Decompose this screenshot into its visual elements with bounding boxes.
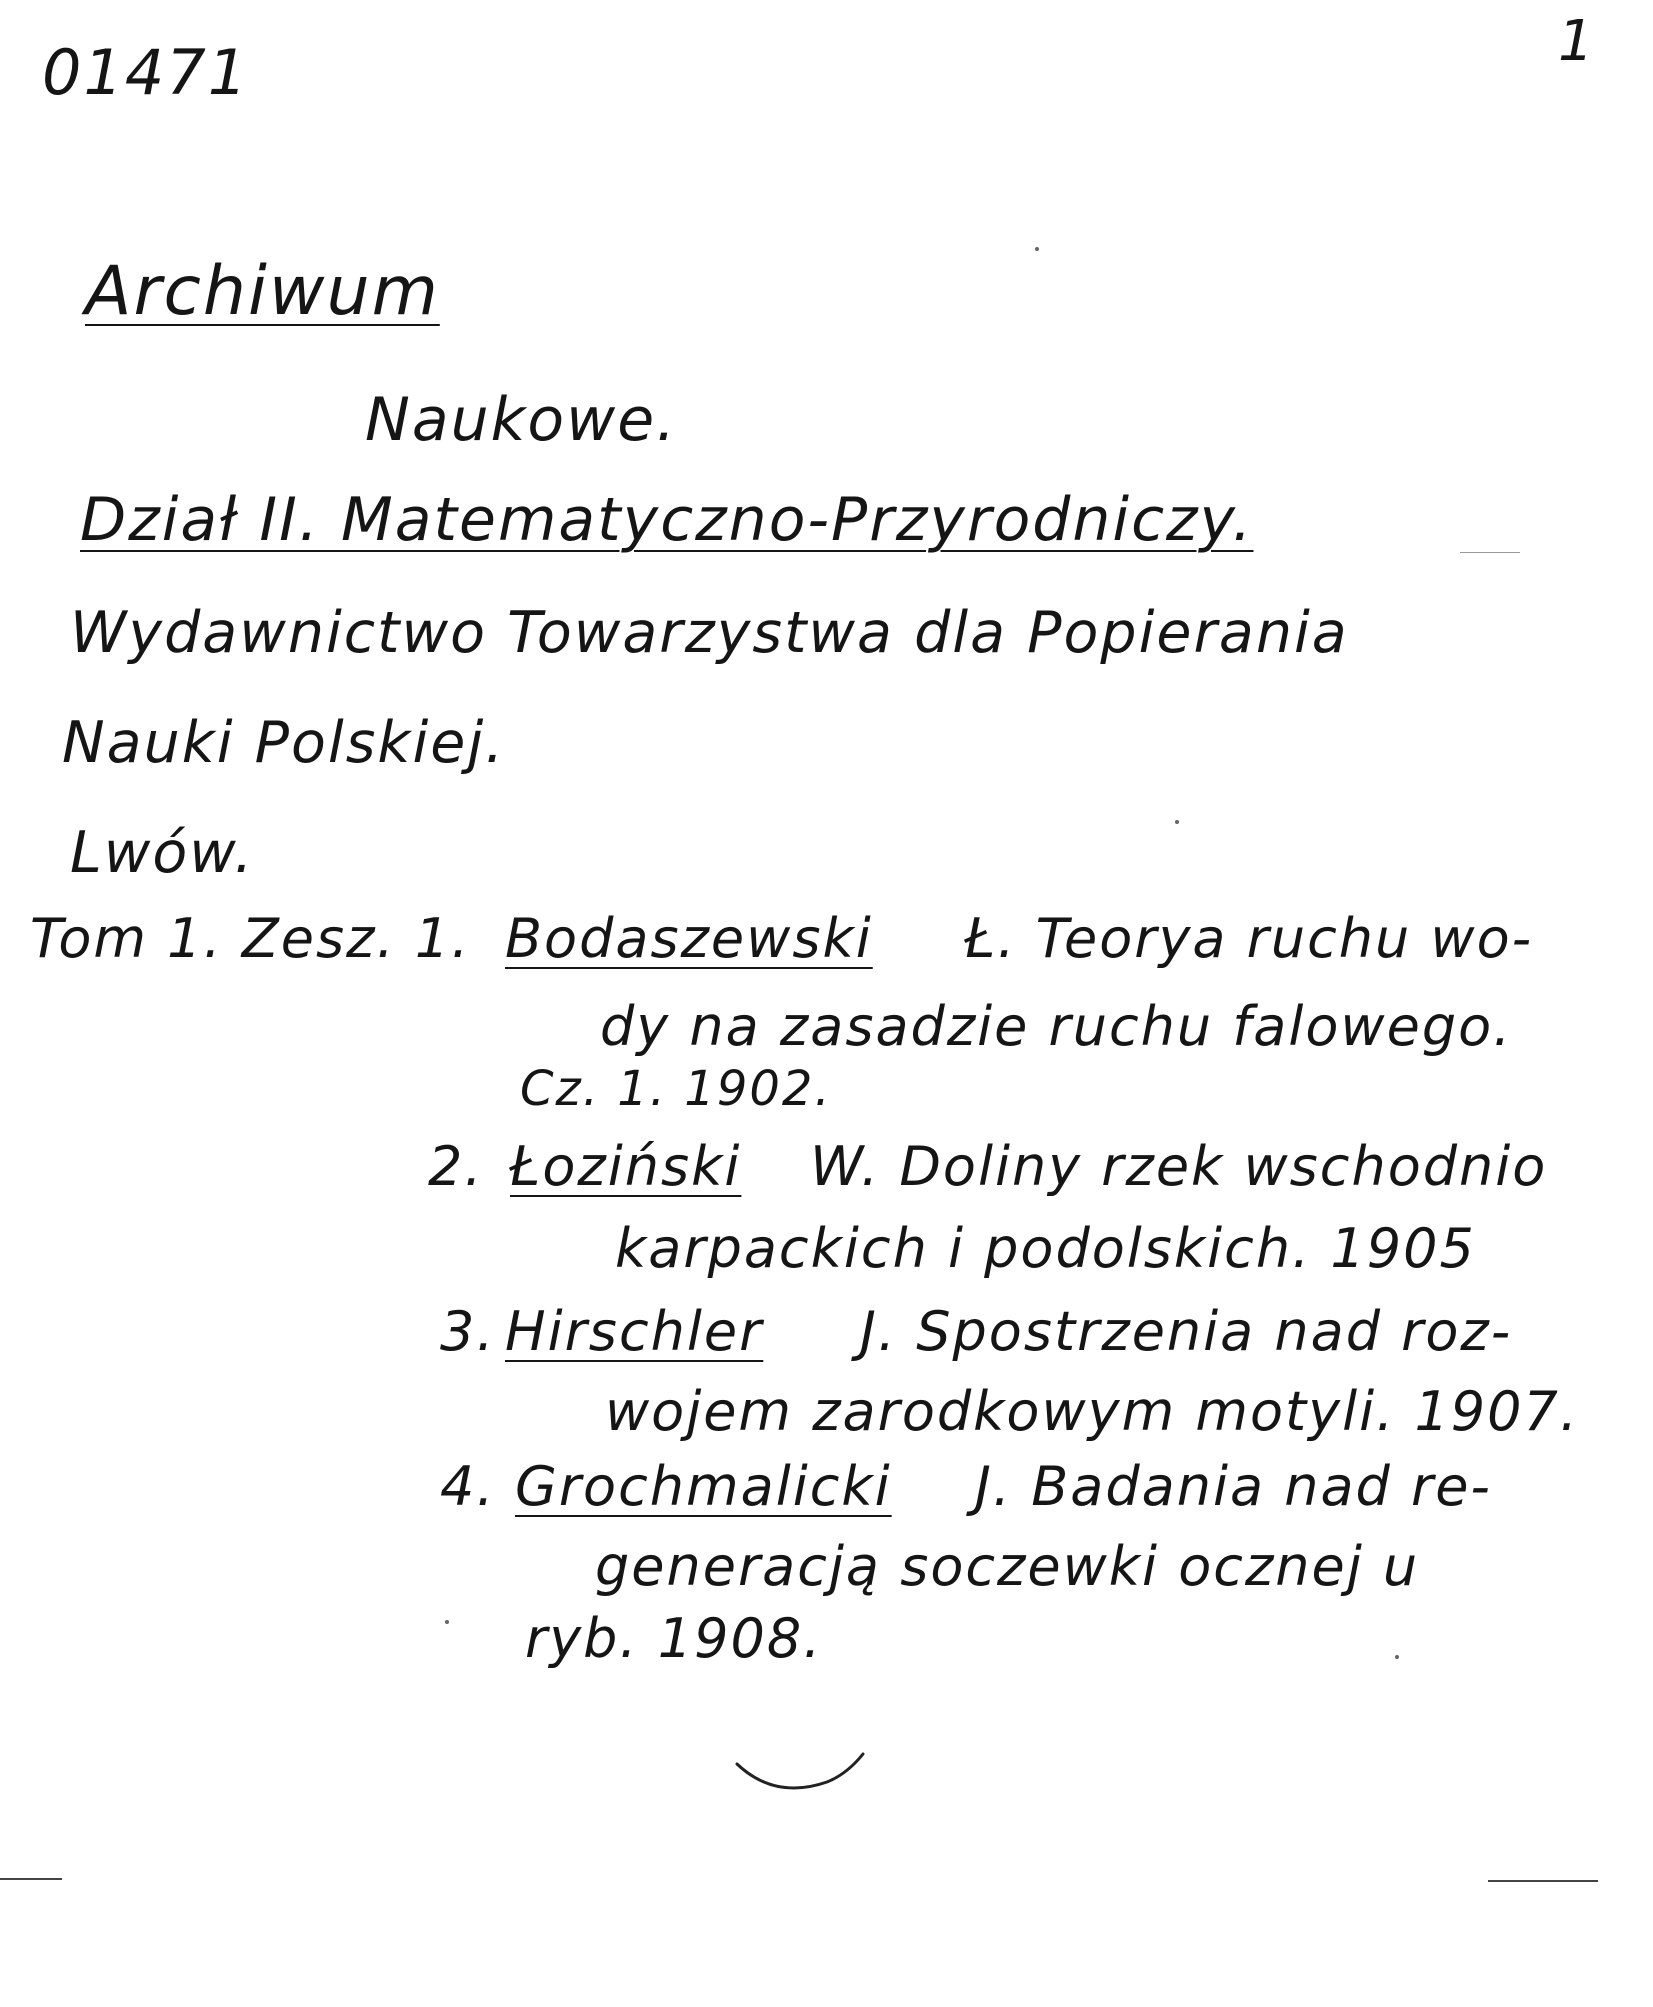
catalog-number: 01471: [42, 36, 250, 109]
card-title: Archiwum: [85, 252, 440, 331]
entry-3-author: Hirschler: [505, 1300, 764, 1363]
entry-4-line-1: J. Badania nad re-: [975, 1455, 1492, 1518]
entry-1-line-3: Cz. 1. 1902.: [520, 1061, 832, 1117]
entry-4-line-3: ryb. 1908.: [525, 1607, 823, 1670]
entry-3-prefix: 3.: [440, 1300, 496, 1363]
scan-speck: [445, 1620, 449, 1624]
entry-3-line-1: J. Spostrzenia nad roz-: [860, 1300, 1513, 1363]
entry-3-line-2: wojem zarodkowym motyli. 1907.: [605, 1380, 1580, 1443]
bottom-left-edge-line: [0, 1878, 62, 1880]
card-title-continued: Naukowe.: [365, 385, 678, 455]
entry-1-prefix: Tom 1. Zesz. 1.: [30, 907, 471, 970]
publisher-line-2: Nauki Polskiej.: [62, 710, 506, 776]
scan-speck: [1035, 247, 1039, 251]
entry-1-line-2: dy na zasadzie ruchu falowego.: [600, 995, 1513, 1058]
entry-2-line-2: karpackich i podolskich. 1905: [615, 1217, 1476, 1280]
scan-speck: [1175, 820, 1179, 824]
entry-4-line-2: generacją soczewki ocznej u: [595, 1535, 1420, 1598]
bottom-right-edge-line: [1488, 1880, 1598, 1882]
page-number: 1: [1558, 9, 1596, 74]
scan-speck: [1395, 1655, 1399, 1659]
entry-2-author: Łoziński: [510, 1135, 742, 1198]
entry-2-line-1: W. Doliny rzek wschodnio: [810, 1135, 1548, 1198]
entry-4-prefix: 4.: [440, 1455, 496, 1518]
section-trailing-rule: [1460, 552, 1520, 553]
entry-4-author: Grochmalicki: [515, 1455, 892, 1518]
entry-1-author: Bodaszewski: [505, 907, 873, 970]
entry-2-prefix: 2.: [428, 1135, 484, 1198]
decorative-stroke: [735, 1752, 865, 1802]
section-heading: Dział II. Matematyczno-Przyrodniczy.: [80, 485, 1254, 555]
entry-1-line-1: Ł. Teorya ruchu wo-: [965, 907, 1534, 970]
publication-place: Lwów.: [70, 820, 255, 886]
publisher-line-1: Wydawnictwo Towarzystwa dla Popierania: [70, 600, 1349, 666]
